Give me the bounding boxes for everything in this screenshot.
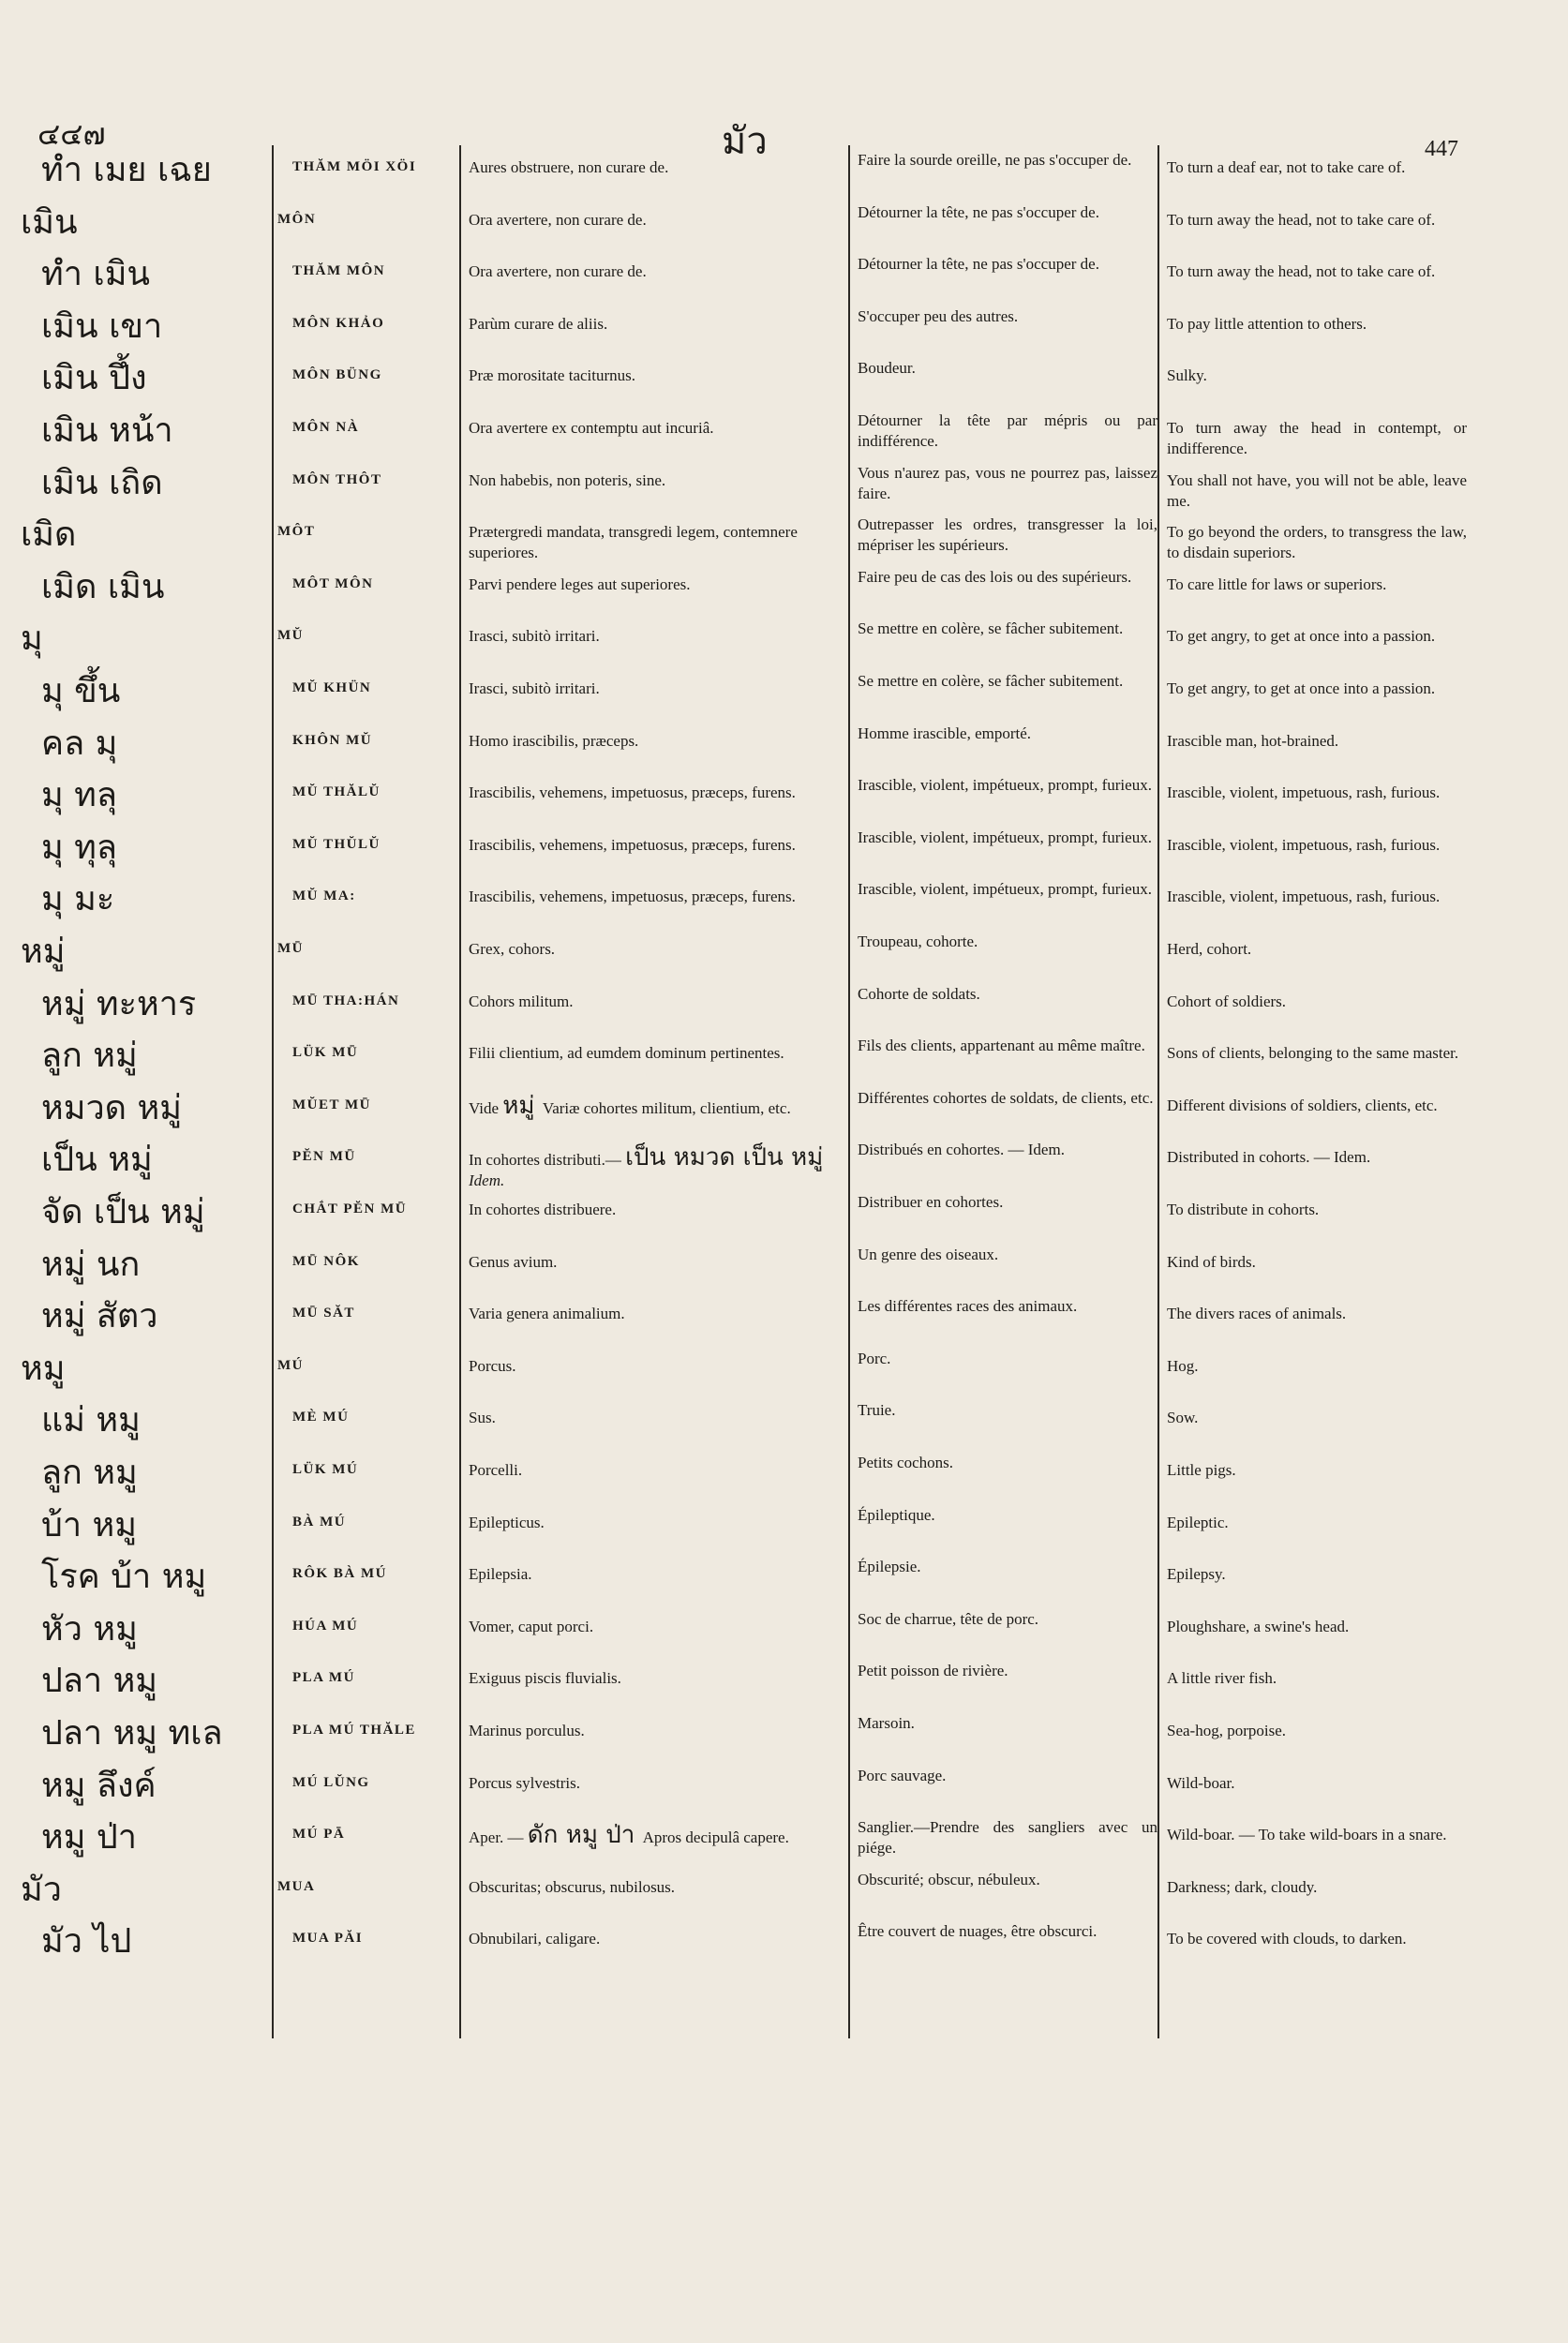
french-definition: Les différentes races des animaux. [858, 1297, 1078, 1316]
thai-headword: มัว ไป [41, 1922, 132, 1962]
latin-definition [469, 1564, 839, 1585]
french-definition: Troupeau, cohorte. [858, 933, 978, 950]
latin-definition [469, 887, 839, 907]
romanization: MÔT MÔN [292, 575, 374, 591]
romanization: MÚ PĀ [292, 1827, 346, 1843]
thai-headword: มุ [21, 619, 43, 659]
english-definition: To go beyond the orders, to transgress the law, to disdain superiors. [1167, 523, 1467, 562]
thai-headword: ทำ เมย เฉย [41, 151, 212, 189]
romanization: PĔN MŪ [292, 1149, 356, 1165]
latin-text: Præ morositate taciturnus. [469, 366, 636, 385]
thai-headword: มัว [21, 1870, 62, 1909]
latin-text: Irascibilis, vehemens, impetuosus, præceps, furens. [469, 835, 796, 854]
french-definition: Sanglier.—Prendre des sangliers avec un piége. [858, 1818, 1157, 1858]
column-rule [459, 145, 461, 2038]
latin-definition [469, 1929, 839, 1949]
romanization: RÔK BÀ MÚ [292, 1566, 387, 1582]
latin-definition [469, 210, 839, 231]
romanization: THĂM MÔN [292, 263, 386, 279]
latin-definition [469, 626, 839, 647]
english-definition: To get angry, to get at once into a passion. [1167, 679, 1436, 697]
romanization: MÈ MÚ [292, 1410, 350, 1425]
column-rule [272, 145, 274, 2038]
latin-definition [469, 1460, 839, 1481]
french-definition: Distribuer en cohortes. [858, 1193, 1004, 1211]
romanization: MŬ MA: [292, 888, 356, 904]
french-definition: Porc. [858, 1349, 891, 1367]
french-definition: Détourner la tête, ne pas s'occuper de. [858, 255, 1099, 274]
romanization: MÚ LŬNG [292, 1774, 370, 1790]
column-rule [848, 145, 850, 2038]
latin-text: In cohortes distribuere. [469, 1201, 617, 1218]
latin-definition [469, 1668, 839, 1689]
english-definition: Herd, cohort. [1167, 940, 1252, 958]
romanization: THĂM MÖI XÖI [292, 159, 417, 174]
latin-text: Non habebis, non poteris, sine. [469, 470, 666, 489]
thai-headword: มุ ทลุ [41, 776, 117, 815]
romanization: MŬET MŪ [292, 1097, 371, 1112]
latin-text: Porcus. [469, 1356, 516, 1375]
latin-text: Irascibilis, vehemens, impetuosus, præceps, furens. [469, 783, 796, 802]
romanization: MUA [277, 1878, 316, 1894]
english-definition: The divers races of animals. [1167, 1305, 1347, 1323]
latin-text: Ora avertere, non curare de. [469, 262, 647, 281]
french-definition: Irascible, violent, impétueux, prompt, furieux. [858, 880, 1152, 899]
romanization: MŬ THĂLŬ [292, 784, 381, 800]
french-definition: Détourner la tête, ne pas s'occuper de. [858, 202, 1099, 221]
latin-text: Marinus porculus. [469, 1722, 585, 1739]
latin-definition [469, 1617, 839, 1637]
french-definition: Obscurité; obscur, nébuleux. [858, 1870, 1040, 1888]
latin-text: Obscuritas; obscurus, nubilosus. [469, 1877, 676, 1896]
french-definition: Cohorte de soldats. [858, 984, 980, 1003]
latin-text: Apros decipulâ capere. [642, 1828, 789, 1847]
latin-definition [469, 1252, 839, 1273]
thai-headword: หมู่ สัตว [41, 1297, 158, 1336]
latin-definition [469, 470, 839, 491]
romanization: MŬ [277, 628, 304, 644]
latin-definition [469, 575, 839, 595]
latin-prefix: Aper. — [469, 1828, 528, 1847]
thai-headword: มุ ทุลุ [41, 828, 117, 867]
column-rule [1157, 145, 1159, 2038]
thai-headword: จัด เป็น หมู่ [41, 1193, 205, 1231]
romanization: MÔN BÜNG [292, 367, 382, 383]
thai-headword: โรค บ้า หมู [41, 1558, 207, 1597]
latin-text: Vomer, caput porci. [469, 1617, 594, 1635]
english-definition: Different divisions of soldiers, clients, etc. [1167, 1096, 1438, 1114]
french-definition: Épilepsie. [858, 1558, 921, 1576]
romanization: MÚ [277, 1357, 304, 1373]
french-definition: Irascible, violent, impétueux, prompt, furieux. [858, 776, 1152, 795]
latin-definition [469, 522, 839, 563]
french-definition: Outrepasser les ordres, transgresser la loi, mépriser les supérieurs. [858, 515, 1157, 555]
latin-definition [469, 939, 839, 960]
thai-headword: ทำ เมิน [41, 255, 151, 294]
latin-text: Filii clientium, ad eumdem dominum pertinentes. [469, 1044, 784, 1063]
latin-text: Varia genera animalium. [469, 1305, 625, 1323]
thai-headword: คล มุ [41, 724, 118, 763]
latin-definition [469, 1304, 839, 1324]
latin-text: Sus. [469, 1409, 496, 1427]
latin-text: Homo irascibilis, præceps. [469, 731, 639, 750]
latin-definition [469, 1773, 839, 1794]
running-head: มัว [722, 120, 768, 163]
thai-headword: เมิน เขา [41, 306, 163, 346]
thai-headword: แม่ หมู [41, 1401, 141, 1440]
romanization: MŪ NÔK [292, 1253, 360, 1269]
english-definition: To pay little attention to others. [1167, 314, 1367, 333]
latin-definition [469, 366, 839, 386]
latin-text: Porcelli. [469, 1461, 523, 1479]
english-definition: Irascible, violent, impetuous, rash, furious. [1167, 888, 1441, 906]
thai-headword: ปลา หมู [41, 1662, 158, 1701]
latin-definition [469, 731, 839, 752]
english-definition: Cohort of soldiers. [1167, 992, 1287, 1010]
romanization: MÔT [277, 524, 316, 540]
english-definition: Hog. [1167, 1356, 1199, 1375]
latin-definition [469, 1408, 839, 1428]
page-number-thai: ๔๔๗ [37, 116, 106, 152]
thai-headword: ลูก หมู [41, 1454, 138, 1492]
english-definition: Epilepsy. [1167, 1565, 1226, 1584]
english-definition: Irascible man, hot-brained. [1167, 731, 1339, 750]
romanization: PLA MÚ [292, 1670, 355, 1686]
latin-definition [469, 157, 839, 178]
french-definition: Vous n'aurez pas, vous ne pourrez pas, laissez faire. [858, 463, 1157, 502]
english-definition: Darkness; dark, cloudy. [1167, 1877, 1318, 1896]
latin-text: Porcus sylvestris. [469, 1773, 580, 1792]
romanization: PLA MÚ THĂLE [292, 1723, 416, 1738]
latin-text: Prætergredi mandata, transgredi legem, contemnere superiores. [469, 523, 798, 562]
english-definition: To turn away the head, not to take care of. [1167, 262, 1436, 281]
latin-definition [469, 418, 839, 439]
thai-headword: เมิน เถิด [41, 463, 163, 502]
latin-text: Parvi pendere leges aut superiores. [469, 575, 691, 593]
thai-headword: หมู ลึงค์ [41, 1766, 157, 1805]
romanization: LÜK MŪ [292, 1045, 359, 1061]
french-definition: Détourner la tête par mépris ou par indifférence. [858, 411, 1157, 450]
romanization: HÚA MÚ [292, 1618, 359, 1634]
latin-text: Ora avertere, non curare de. [469, 210, 647, 229]
thai-headword: มุ ขึ้น [41, 672, 121, 710]
thai-headword: ปลา หมู ทเล [41, 1714, 223, 1753]
french-definition: Se mettre en colère, se fâcher subitement. [858, 619, 1124, 638]
latin-text: Aures obstruere, non curare de. [469, 158, 669, 176]
latin-definition [469, 783, 839, 803]
latin-text: Irasci, subitò irritari. [469, 679, 600, 697]
page-number: 447 [1425, 137, 1458, 161]
thai-headword: เป็น หมู่ [41, 1141, 153, 1180]
latin-text: Genus avium. [469, 1252, 558, 1271]
thai-headword: หมู่ ทะหาร [41, 984, 197, 1023]
english-definition: Sow. [1167, 1409, 1199, 1427]
french-definition: Un genre des oiseaux. [858, 1245, 999, 1263]
latin-definition [469, 314, 839, 335]
english-definition: To turn away the head, not to take care of. [1167, 210, 1436, 229]
thai-headword: เมิน หน้า [41, 411, 173, 450]
latin-definition [469, 1877, 839, 1898]
french-definition: Soc de charrue, tête de porc. [858, 1609, 1039, 1628]
thai-headword: หมู [21, 1349, 66, 1388]
english-definition: To turn away the head in contempt, or indifference. [1167, 419, 1467, 457]
inline-thai: เป็น หมวด เป็น หมู่ [625, 1143, 824, 1172]
english-definition: Wild-boar. — To take wild-boars in a snare. [1167, 1826, 1447, 1844]
latin-text: Obnubilari, caligare. [469, 1930, 601, 1948]
romanization: MŪ SĂT [292, 1306, 355, 1321]
thai-headword: หัว หมู [41, 1609, 138, 1649]
french-definition: Porc sauvage. [858, 1766, 947, 1784]
latin-text: Irasci, subitò irritari. [469, 627, 600, 646]
thai-headword: หมู่ [21, 933, 66, 971]
english-definition: Sons of clients, belonging to the same master. [1167, 1044, 1459, 1063]
romanization: MÔN [277, 211, 317, 227]
latin-prefix: Vide [469, 1098, 503, 1117]
latin-text: Ora avertere ex contemptu aut incuriâ. [469, 419, 714, 437]
thai-headword: เมิด เมิน [41, 567, 165, 606]
french-definition: Irascible, violent, impétueux, prompt, furieux. [858, 828, 1152, 846]
romanization: MŪ [277, 941, 304, 956]
french-definition: Boudeur. [858, 359, 916, 378]
thai-headword: เมิน ปึ้ง [41, 359, 147, 398]
latin-definition [469, 1200, 839, 1220]
latin-definition [469, 679, 839, 699]
romanization: LÜK MÚ [292, 1462, 359, 1477]
english-definition: To care little for laws or superiors. [1167, 575, 1387, 593]
english-definition: Distributed in cohorts. — Idem. [1167, 1148, 1371, 1167]
latin-text: Variæ cohortes militum, clientium, etc. [542, 1098, 791, 1117]
thai-headword: บ้า หมู [41, 1505, 137, 1545]
english-definition: Sea-hog, porpoise. [1167, 1722, 1287, 1739]
english-definition: To turn a deaf ear, not to take care of. [1167, 158, 1406, 176]
romanization: MŬ THŬLŬ [292, 836, 381, 852]
latin-definition [469, 1356, 839, 1377]
latin-definition [469, 1043, 839, 1064]
thai-headword: หมู ป่า [41, 1818, 137, 1858]
english-definition: To be covered with clouds, to darken. [1167, 1930, 1407, 1948]
french-definition: Différentes cohortes de soldats, de clients, etc. [858, 1088, 1154, 1107]
romanization: MŪ THA:HÁN [292, 992, 400, 1008]
french-definition: Homme irascible, emporté. [858, 724, 1032, 742]
romanization: BÀ MÚ [292, 1514, 347, 1530]
latin-text: Grex, cohors. [469, 940, 556, 958]
english-definition: Irascible, violent, impetuous, rash, furious. [1167, 835, 1441, 854]
english-definition: Epileptic. [1167, 1513, 1229, 1531]
latin-text: Irascibilis, vehemens, impetuosus, præceps, furens. [469, 888, 796, 906]
latin-definition [469, 835, 839, 856]
thai-headword: หมวด หมู่ [41, 1088, 182, 1127]
french-definition: Petit poisson de rivière. [858, 1662, 1008, 1680]
english-definition: Kind of birds. [1167, 1252, 1256, 1271]
english-definition: To distribute in cohorts. [1167, 1201, 1320, 1218]
latin-definition [469, 992, 839, 1012]
latin-definition [469, 261, 839, 282]
thai-headword: มุ มะ [41, 880, 115, 919]
romanization: MÔN KHẢO [292, 315, 385, 331]
latin-text: Exiguus piscis fluvialis. [469, 1669, 621, 1688]
french-definition: Marsoin. [858, 1714, 915, 1732]
latin-definition [469, 1513, 839, 1533]
english-definition: You shall not have, you will not be able, leave me. [1167, 470, 1467, 510]
latin-text: In cohortes distributi.— [469, 1151, 626, 1170]
english-definition: Wild-boar. [1167, 1773, 1235, 1792]
romanization: MÔN NÀ [292, 420, 360, 435]
latin-definition [469, 1721, 839, 1741]
thai-headword: เมิน [21, 202, 78, 242]
thai-headword: หมู่ นก [41, 1245, 141, 1284]
romanization: MŬ KHÜN [292, 680, 372, 695]
english-definition: Sulky. [1167, 366, 1207, 385]
inline-thai: หมู่ [502, 1091, 543, 1120]
latin-definition [469, 1821, 839, 1850]
latin-definition [469, 1143, 839, 1191]
english-definition: Little pigs. [1167, 1461, 1236, 1479]
english-definition: To get angry, to get at once into a passion. [1167, 627, 1436, 646]
french-definition: Épileptique. [858, 1505, 935, 1524]
english-definition: Irascible, violent, impetuous, rash, furious. [1167, 783, 1441, 802]
english-definition: A little river fish. [1167, 1669, 1277, 1688]
latin-text: Parùm curare de aliis. [469, 314, 608, 333]
english-definition: Ploughshare, a swine's head. [1167, 1617, 1350, 1635]
latin-text: Cohors militum. [469, 992, 574, 1010]
french-definition: Être couvert de nuages, être obscurci. [858, 1922, 1098, 1941]
latin-suffix: Idem. [469, 1172, 505, 1190]
french-definition: S'occuper peu des autres. [858, 306, 1019, 325]
inline-thai: ดัก หมู ป่า [527, 1821, 643, 1850]
french-definition: Petits cochons. [858, 1454, 953, 1471]
romanization: MÔN THÔT [292, 471, 382, 487]
latin-definition [469, 1091, 839, 1120]
french-definition: Faire la sourde oreille, ne pas s'occuper de. [858, 151, 1132, 169]
french-definition: Faire peu de cas des lois ou des supérieurs. [858, 567, 1132, 586]
french-definition: Se mettre en colère, se fâcher subitement. [858, 672, 1124, 690]
french-definition: Fils des clients, appartenant au même maître. [858, 1037, 1145, 1055]
thai-headword: เมิด [21, 515, 77, 555]
french-definition: Truie. [858, 1401, 896, 1420]
french-definition: Distribués en cohortes. — Idem. [858, 1141, 1065, 1159]
thai-headword: ลูก หมู่ [41, 1037, 138, 1076]
romanization: MUA PĂI [292, 1931, 364, 1947]
romanization: KHÔN MŬ [292, 732, 373, 748]
romanization: CHẮT PĔN MŪ [292, 1201, 408, 1216]
latin-text: Epilepsia. [469, 1565, 532, 1584]
latin-text: Epilepticus. [469, 1513, 545, 1531]
